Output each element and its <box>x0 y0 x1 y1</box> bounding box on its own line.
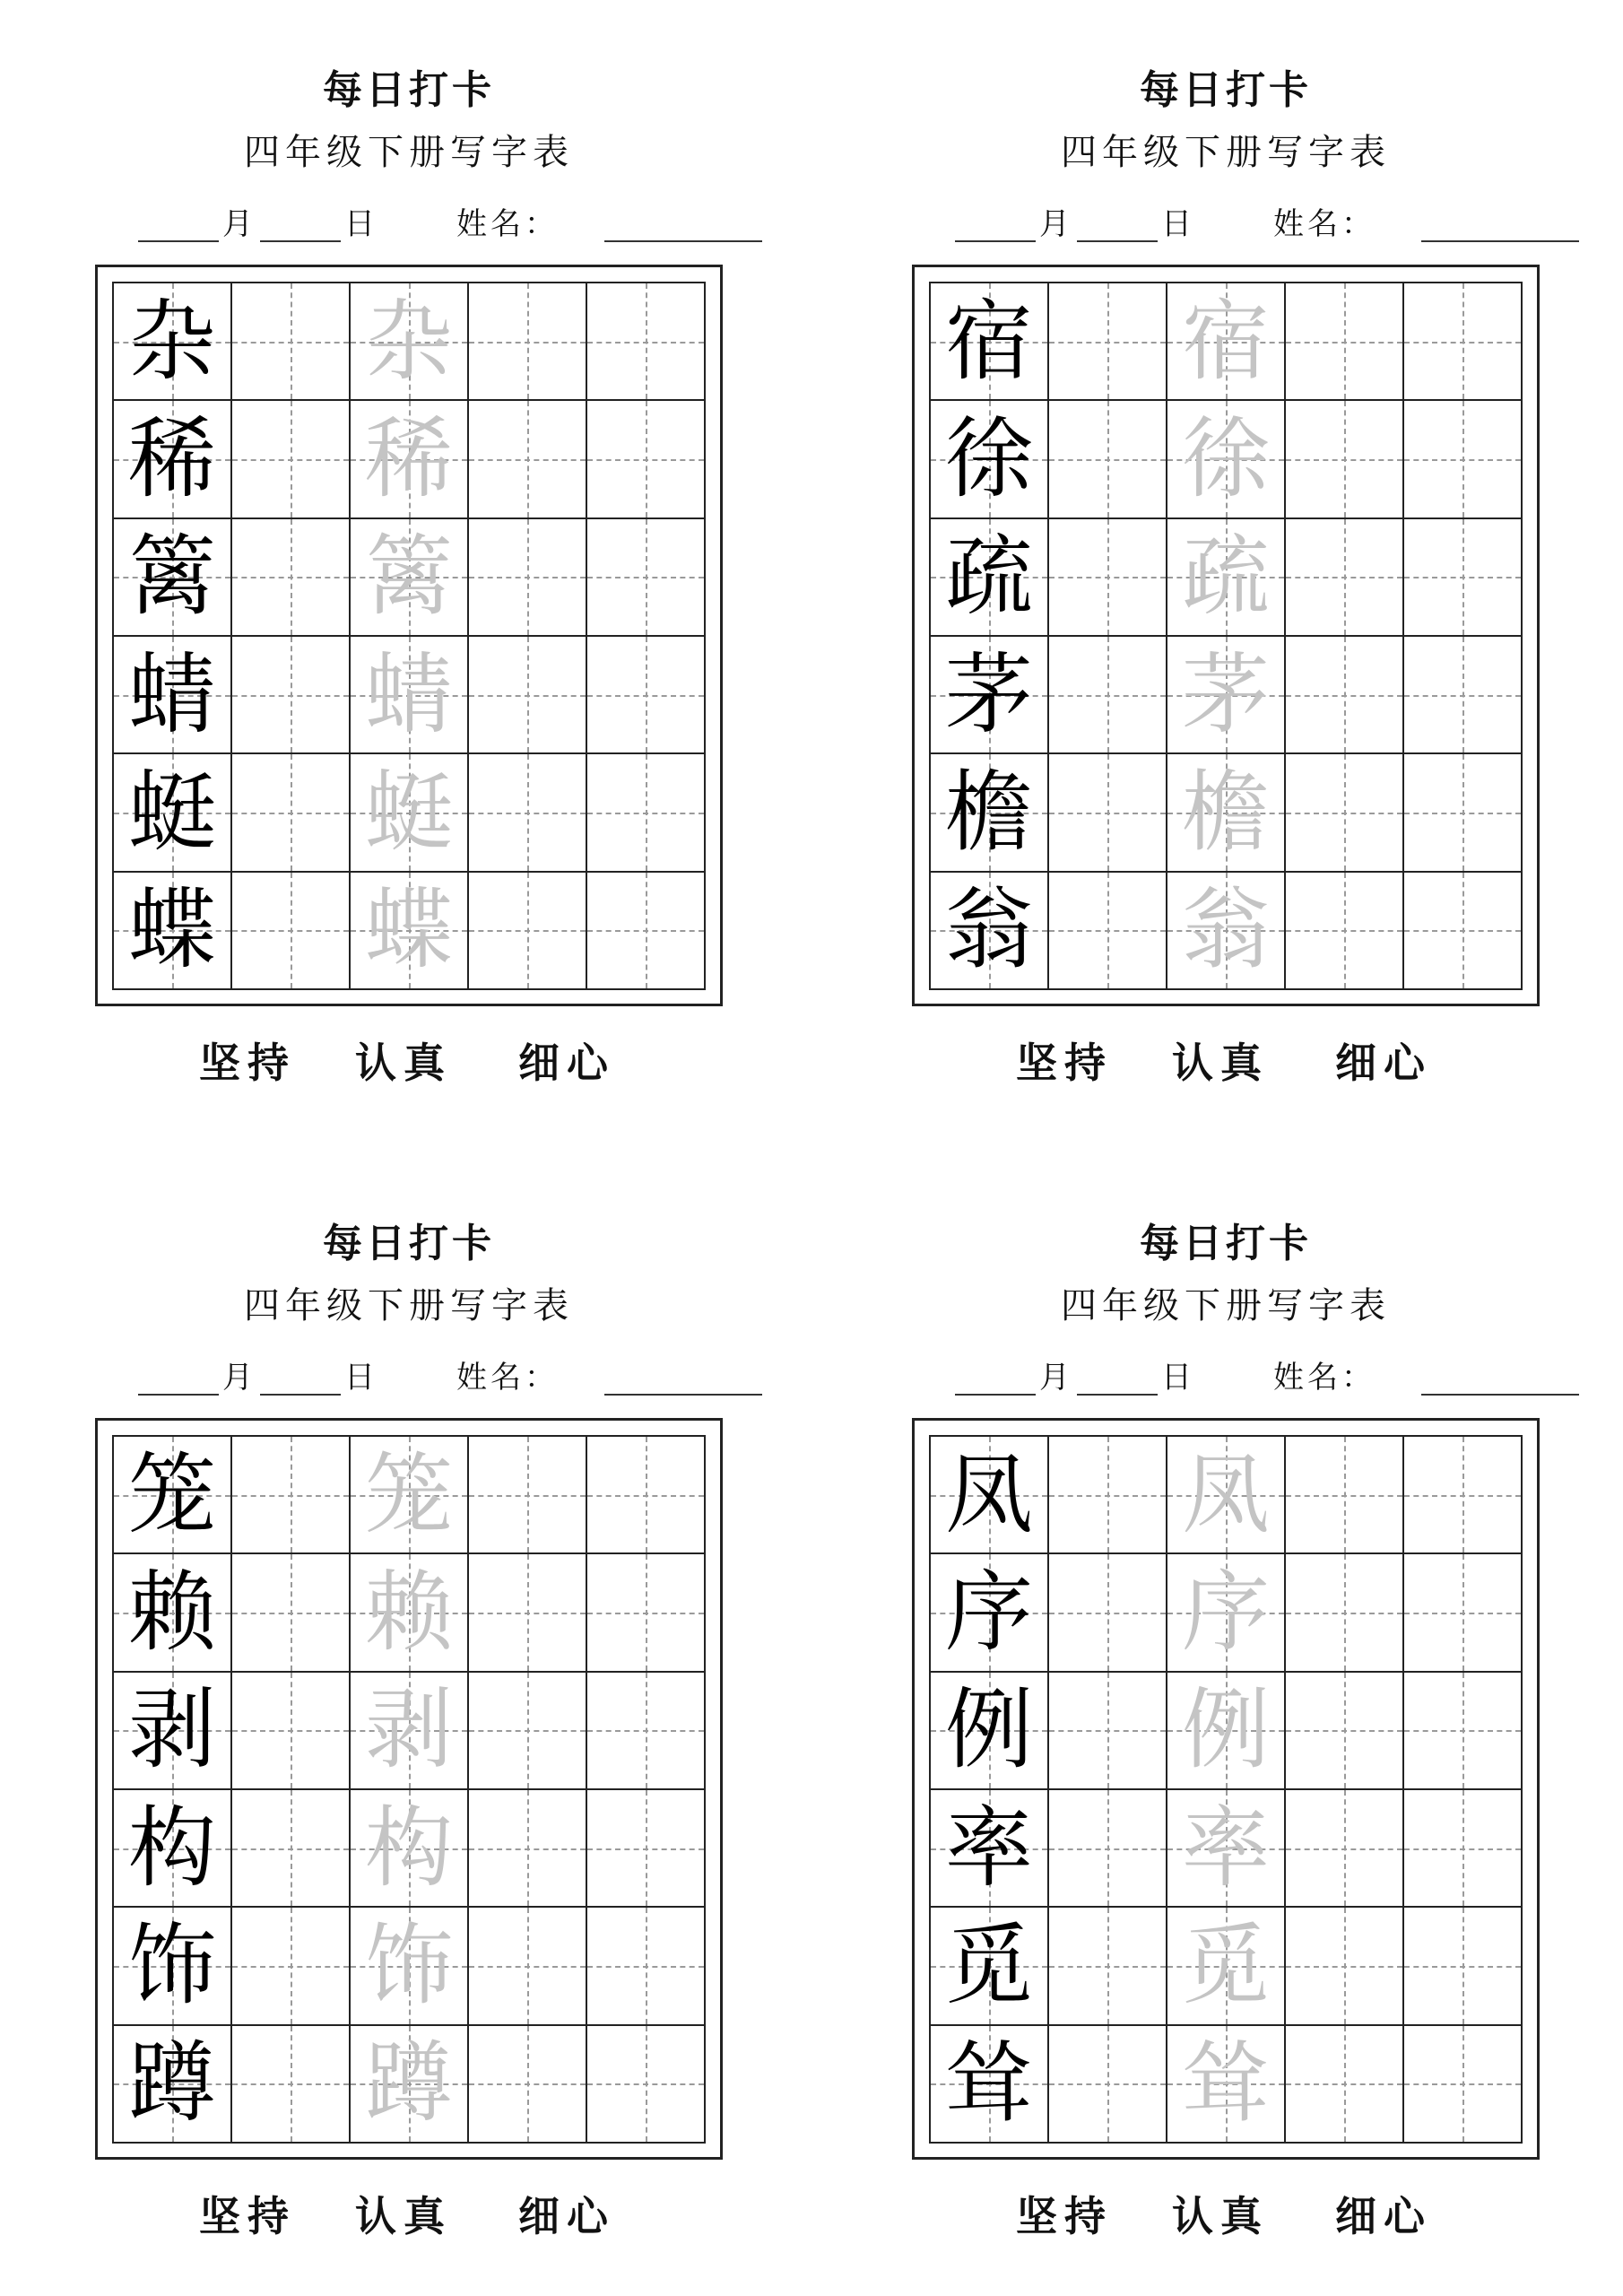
writing-cell[interactable] <box>931 1908 1049 2025</box>
writing-cell[interactable] <box>469 1908 587 2025</box>
worksheet-card <box>912 1216 1540 2292</box>
writing-cell[interactable] <box>1404 1790 1523 1908</box>
writing-cell[interactable] <box>931 754 1049 872</box>
trace-character: 觅 <box>1181 1914 1270 2017</box>
trace-character: 剥 <box>364 1679 453 1782</box>
writing-cell[interactable] <box>587 1437 706 1554</box>
sheet-title: 每日打卡 <box>1140 1221 1312 1266</box>
writing-cell[interactable] <box>351 1790 469 1908</box>
writing-cell[interactable] <box>351 637 469 754</box>
trace-character: 翁 <box>1181 879 1270 982</box>
writing-cell[interactable] <box>931 519 1049 637</box>
trace-character: 篱 <box>364 526 453 629</box>
motto-persist: 坚持 <box>1016 2192 1113 2240</box>
writing-cell[interactable] <box>1404 637 1523 754</box>
motto-earnest: 认真 <box>1172 2192 1269 2240</box>
motto-careful: 细心 <box>1335 1039 1432 1087</box>
writing-cell[interactable] <box>1404 401 1523 518</box>
writing-cell[interactable] <box>114 1554 232 1672</box>
trace-character: 凤 <box>1181 1443 1270 1546</box>
writing-cell[interactable] <box>1286 1790 1404 1908</box>
writing-grid-frame <box>912 1418 1540 2160</box>
writing-cell[interactable] <box>232 873 351 990</box>
model-character: 率 <box>944 1796 1033 1900</box>
writing-cell[interactable] <box>351 1908 469 2025</box>
writing-cell[interactable] <box>232 283 351 401</box>
sheet-subtitle: 四年级下册写字表 <box>1061 132 1391 173</box>
trace-character: 蜻 <box>364 643 453 746</box>
writing-cell[interactable] <box>587 2026 706 2144</box>
writing-cell[interactable] <box>1167 283 1286 401</box>
writing-cell[interactable] <box>1286 637 1404 754</box>
writing-cell[interactable] <box>351 754 469 872</box>
trace-character: 例 <box>1181 1679 1270 1782</box>
writing-cell[interactable] <box>114 873 232 990</box>
writing-cell[interactable] <box>114 1790 232 1908</box>
writing-cell[interactable] <box>1049 401 1167 518</box>
writing-cell[interactable] <box>1404 283 1523 401</box>
trace-character: 蹲 <box>364 2032 453 2135</box>
writing-cell[interactable] <box>351 2026 469 2144</box>
writing-cell[interactable] <box>1049 2026 1167 2144</box>
trace-character: 蝶 <box>364 879 453 982</box>
writing-cell[interactable] <box>469 1554 587 1672</box>
writing-cell[interactable] <box>1167 873 1286 990</box>
motto-footer <box>95 1031 723 1094</box>
writing-cell[interactable] <box>351 1673 469 1790</box>
name-blank[interactable] <box>1421 1394 1579 1396</box>
day-blank[interactable] <box>260 240 341 242</box>
month-blank[interactable] <box>138 240 219 242</box>
writing-cell[interactable] <box>469 1790 587 1908</box>
writing-cell[interactable] <box>587 1790 706 1908</box>
motto-careful: 细心 <box>518 2192 615 2240</box>
writing-grid <box>929 282 1523 990</box>
writing-cell[interactable] <box>114 1908 232 2025</box>
sheet-subtitle: 四年级下册写字表 <box>244 132 574 173</box>
name-label: 姓名： <box>1273 1360 1376 1396</box>
trace-character: 构 <box>364 1796 453 1900</box>
writing-cell[interactable] <box>1404 2026 1523 2144</box>
writing-cell[interactable] <box>232 1673 351 1790</box>
model-character: 蜻 <box>127 643 216 746</box>
writing-cell[interactable] <box>469 401 587 518</box>
writing-cell[interactable] <box>587 519 706 637</box>
trace-character: 饰 <box>364 1914 453 2017</box>
writing-cell[interactable] <box>1049 1554 1167 1672</box>
writing-cell[interactable] <box>931 873 1049 990</box>
model-character: 疏 <box>944 526 1033 629</box>
writing-cell[interactable] <box>1049 637 1167 754</box>
writing-cell[interactable] <box>1404 754 1523 872</box>
writing-cell[interactable] <box>1404 873 1523 990</box>
writing-cell[interactable] <box>1049 754 1167 872</box>
sheet-title: 每日打卡 <box>323 1221 495 1266</box>
writing-cell[interactable] <box>1286 401 1404 518</box>
trace-character: 徐 <box>1181 407 1270 510</box>
writing-cell[interactable] <box>1049 1908 1167 2025</box>
trace-character: 茅 <box>1181 643 1270 746</box>
model-character: 徐 <box>944 407 1033 510</box>
writing-cell[interactable] <box>351 873 469 990</box>
writing-cell[interactable] <box>114 1673 232 1790</box>
writing-cell[interactable] <box>931 1437 1049 1554</box>
trace-character: 笼 <box>364 1443 453 1546</box>
writing-cell[interactable] <box>1286 873 1404 990</box>
writing-cell[interactable] <box>114 2026 232 2144</box>
motto-careful: 细心 <box>518 1039 615 1087</box>
writing-cell[interactable] <box>1167 519 1286 637</box>
writing-cell[interactable] <box>232 1790 351 1908</box>
model-character: 饰 <box>127 1914 216 2017</box>
model-character: 赖 <box>127 1561 216 1664</box>
writing-grid-frame <box>95 1418 723 2160</box>
writing-cell[interactable] <box>1049 873 1167 990</box>
writing-cell[interactable] <box>1404 1908 1523 2025</box>
writing-cell[interactable] <box>1049 1790 1167 1908</box>
model-character: 蹲 <box>127 2032 216 2135</box>
writing-cell[interactable] <box>232 1437 351 1554</box>
motto-earnest: 认真 <box>1172 1039 1269 1087</box>
writing-cell[interactable] <box>469 283 587 401</box>
model-character: 宿 <box>944 290 1033 393</box>
model-character: 翁 <box>944 879 1033 982</box>
model-character: 稀 <box>127 407 216 510</box>
trace-character: 耸 <box>1181 2032 1270 2135</box>
name-label: 姓名： <box>456 1360 559 1396</box>
writing-cell[interactable] <box>1167 1554 1286 1672</box>
model-character: 檐 <box>944 761 1033 864</box>
writing-cell[interactable] <box>351 1554 469 1672</box>
month-blank[interactable] <box>138 1394 219 1396</box>
writing-cell[interactable] <box>1286 1554 1404 1672</box>
motto-persist: 坚持 <box>199 1039 296 1087</box>
name-blank[interactable] <box>604 1394 762 1396</box>
writing-cell[interactable] <box>1167 1790 1286 1908</box>
worksheet-card <box>95 63 723 1139</box>
trace-character: 率 <box>1181 1796 1270 1900</box>
motto-careful: 细心 <box>1335 2192 1432 2240</box>
writing-cell[interactable] <box>351 519 469 637</box>
trace-character: 序 <box>1181 1561 1270 1664</box>
motto-persist: 坚持 <box>1016 1039 1113 1087</box>
writing-cell[interactable] <box>587 283 706 401</box>
model-character: 觅 <box>944 1914 1033 2017</box>
name-blank[interactable] <box>1421 240 1579 242</box>
model-character: 蝶 <box>127 879 216 982</box>
writing-cell[interactable] <box>232 1908 351 2025</box>
writing-cell[interactable] <box>1404 519 1523 637</box>
writing-cell[interactable] <box>114 637 232 754</box>
writing-cell[interactable] <box>114 1437 232 1554</box>
writing-cell[interactable] <box>1286 1908 1404 2025</box>
day-label: 日 <box>344 1360 375 1396</box>
model-character: 凤 <box>944 1443 1033 1546</box>
day-blank[interactable] <box>1077 1394 1158 1396</box>
writing-cell[interactable] <box>1286 1673 1404 1790</box>
month-blank[interactable] <box>955 1394 1036 1396</box>
trace-character: 宿 <box>1181 290 1270 393</box>
model-character: 构 <box>127 1796 216 1900</box>
name-label: 姓名： <box>1273 206 1376 242</box>
writing-cell[interactable] <box>1049 283 1167 401</box>
writing-cell[interactable] <box>1167 401 1286 518</box>
sheet-subtitle: 四年级下册写字表 <box>1061 1285 1391 1326</box>
trace-character: 檐 <box>1181 761 1270 864</box>
writing-cell[interactable] <box>587 1554 706 1672</box>
model-character: 例 <box>944 1679 1033 1782</box>
name-blank[interactable] <box>604 240 762 242</box>
writing-cell[interactable] <box>469 2026 587 2144</box>
sheet-title: 每日打卡 <box>323 67 495 113</box>
model-character: 篱 <box>127 526 216 629</box>
day-blank[interactable] <box>260 1394 341 1396</box>
trace-character: 杂 <box>364 290 453 393</box>
day-label: 日 <box>1161 206 1192 242</box>
writing-cell[interactable] <box>232 1554 351 1672</box>
writing-cell[interactable] <box>1167 1437 1286 1554</box>
writing-cell[interactable] <box>1286 1437 1404 1554</box>
writing-cell[interactable] <box>469 754 587 872</box>
worksheet-card <box>95 1216 723 2292</box>
writing-cell[interactable] <box>1167 2026 1286 2144</box>
writing-cell[interactable] <box>931 2026 1049 2144</box>
date-name-line <box>138 1358 721 1401</box>
trace-character: 蜓 <box>364 761 453 864</box>
writing-grid <box>112 1435 706 2144</box>
writing-cell[interactable] <box>1286 519 1404 637</box>
date-name-line <box>138 204 721 248</box>
writing-cell[interactable] <box>1049 1437 1167 1554</box>
writing-cell[interactable] <box>1286 754 1404 872</box>
writing-cell[interactable] <box>1167 754 1286 872</box>
writing-cell[interactable] <box>232 2026 351 2144</box>
name-label: 姓名： <box>456 206 559 242</box>
writing-cell[interactable] <box>931 1673 1049 1790</box>
writing-cell[interactable] <box>232 754 351 872</box>
writing-cell[interactable] <box>587 754 706 872</box>
writing-cell[interactable] <box>351 283 469 401</box>
motto-persist: 坚持 <box>199 2192 296 2240</box>
motto-footer <box>912 1031 1540 1094</box>
motto-earnest: 认真 <box>355 2192 452 2240</box>
writing-cell[interactable] <box>587 1673 706 1790</box>
writing-cell[interactable] <box>469 519 587 637</box>
writing-cell[interactable] <box>232 401 351 518</box>
month-label: 月 <box>222 206 253 242</box>
writing-cell[interactable] <box>587 637 706 754</box>
writing-cell[interactable] <box>931 1554 1049 1672</box>
writing-cell[interactable] <box>1167 1673 1286 1790</box>
motto-footer <box>912 2185 1540 2248</box>
writing-cell[interactable] <box>469 1673 587 1790</box>
date-name-line <box>955 1358 1538 1401</box>
writing-grid-frame <box>95 265 723 1006</box>
writing-cell[interactable] <box>351 1437 469 1554</box>
writing-cell[interactable] <box>469 637 587 754</box>
writing-cell[interactable] <box>1286 283 1404 401</box>
writing-cell[interactable] <box>931 401 1049 518</box>
motto-footer <box>95 2185 723 2248</box>
writing-cell[interactable] <box>1404 1554 1523 1672</box>
month-label: 月 <box>1039 206 1070 242</box>
writing-cell[interactable] <box>931 1790 1049 1908</box>
writing-cell[interactable] <box>232 637 351 754</box>
writing-cell[interactable] <box>587 873 706 990</box>
month-blank[interactable] <box>955 240 1036 242</box>
writing-grid <box>112 282 706 990</box>
writing-cell[interactable] <box>931 283 1049 401</box>
writing-cell[interactable] <box>1404 1437 1523 1554</box>
writing-cell[interactable] <box>232 519 351 637</box>
month-label: 月 <box>1039 1360 1070 1396</box>
date-name-line <box>955 204 1538 248</box>
model-character: 笼 <box>127 1443 216 1546</box>
model-character: 蜓 <box>127 761 216 864</box>
sheet-subtitle: 四年级下册写字表 <box>244 1285 574 1326</box>
writing-cell[interactable] <box>1049 1673 1167 1790</box>
writing-cell[interactable] <box>587 1908 706 2025</box>
day-label: 日 <box>344 206 375 242</box>
writing-cell[interactable] <box>1167 637 1286 754</box>
model-character: 茅 <box>944 643 1033 746</box>
writing-cell[interactable] <box>351 401 469 518</box>
sheet-title: 每日打卡 <box>1140 67 1312 113</box>
model-character: 杂 <box>127 290 216 393</box>
writing-cell[interactable] <box>587 401 706 518</box>
trace-character: 稀 <box>364 407 453 510</box>
writing-cell[interactable] <box>469 1437 587 1554</box>
day-blank[interactable] <box>1077 240 1158 242</box>
trace-character: 赖 <box>364 1561 453 1664</box>
writing-cell[interactable] <box>114 519 232 637</box>
writing-cell[interactable] <box>1404 1673 1523 1790</box>
writing-cell[interactable] <box>1049 519 1167 637</box>
month-label: 月 <box>222 1360 253 1396</box>
worksheet-card <box>912 63 1540 1139</box>
writing-cell[interactable] <box>114 283 232 401</box>
writing-grid-frame <box>912 265 1540 1006</box>
writing-cell[interactable] <box>1167 1908 1286 2025</box>
trace-character: 疏 <box>1181 526 1270 629</box>
model-character: 序 <box>944 1561 1033 1664</box>
writing-cell[interactable] <box>114 401 232 518</box>
writing-grid <box>929 1435 1523 2144</box>
writing-cell[interactable] <box>114 754 232 872</box>
writing-cell[interactable] <box>931 637 1049 754</box>
model-character: 耸 <box>944 2032 1033 2135</box>
day-label: 日 <box>1161 1360 1192 1396</box>
model-character: 剥 <box>127 1679 216 1782</box>
writing-cell[interactable] <box>1286 2026 1404 2144</box>
writing-cell[interactable] <box>469 873 587 990</box>
motto-earnest: 认真 <box>355 1039 452 1087</box>
